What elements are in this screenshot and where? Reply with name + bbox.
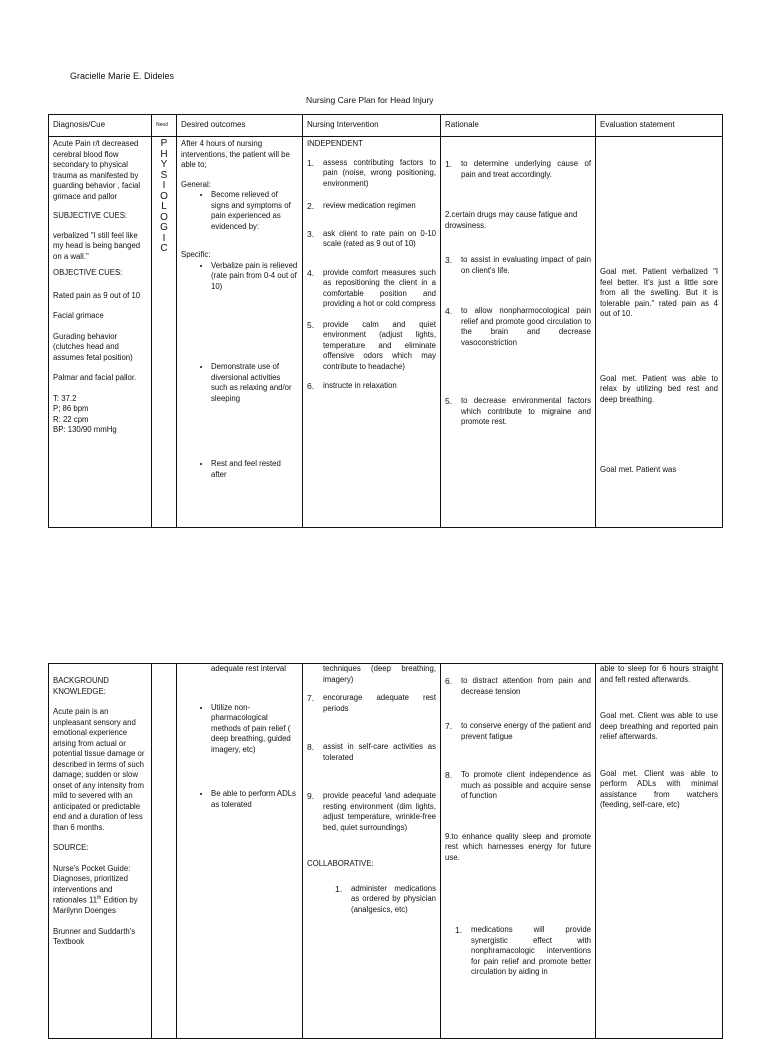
subjective-heading: SUBJECTIVE CUES: bbox=[53, 211, 128, 221]
document-title: Nursing Care Plan for Head Injury bbox=[306, 95, 434, 105]
source-text bbox=[53, 864, 147, 917]
diagnosis-cell bbox=[49, 664, 152, 1039]
intervention-item bbox=[307, 229, 436, 250]
intervention-text: provide comfort measures such as repositioning the client in a comfortable position and providing a hot or cold compress bbox=[323, 267, 436, 309]
rationale-text: to assist in evaluating impact of pain on client's life. bbox=[461, 255, 591, 275]
rationale-cell bbox=[441, 137, 596, 528]
intervention-item bbox=[307, 201, 436, 212]
evaluation-statement: Goal met. Patient was bbox=[600, 465, 677, 475]
intervention-text: provide peaceful \and adequate resting environment (dim lights, adjust temperature, wrinkle-free bed, quiet surroundings) bbox=[323, 791, 436, 832]
evaluation-statement: Goal met. Patient was able to relax by utilizing bed rest and deep breathing. bbox=[600, 373, 718, 404]
objective-cue: Facial grimace bbox=[53, 311, 104, 321]
vital-temperature: T: 37.2 bbox=[53, 393, 77, 403]
need-letter: H bbox=[160, 148, 168, 160]
evaluation-statement: Goal met. Patient verbalized "I feel better. It's just a little sore from all the swelling. But it is tolerable pain." rated pain as 4 out of 10. bbox=[600, 267, 718, 319]
specific-list bbox=[181, 261, 298, 481]
rationale-text: to decrease environmental factors which contribute to migraine and promote rest. bbox=[461, 396, 591, 427]
intervention-number: 4. bbox=[307, 267, 315, 278]
need-letter: I bbox=[162, 232, 166, 244]
vital-blood-pressure: BP: 130/90 mmHg bbox=[53, 425, 117, 435]
rationale-text: 9.to enhance quality sleep and promote rest which harnesses energy for future use. bbox=[445, 831, 591, 862]
intervention-text: assist in self-care activities as tolerated bbox=[323, 742, 436, 762]
rationale-text: to conserve energy of the patient and prevent fatigue bbox=[461, 721, 591, 741]
vital-respiration: R: 22 cpm bbox=[53, 414, 89, 424]
need-letter: C bbox=[160, 243, 168, 254]
header-diagnosis: Diagnosis/Cue bbox=[49, 115, 152, 137]
rationale-item bbox=[445, 396, 591, 428]
intervention-item bbox=[307, 158, 436, 190]
rationale-number: 4. bbox=[445, 306, 453, 317]
need-letter: Y bbox=[160, 159, 168, 170]
rationale-item bbox=[445, 721, 591, 742]
rationale-text: To promote client independence as much as possible and acquire sense of function bbox=[461, 770, 591, 801]
need-cell bbox=[152, 137, 177, 528]
need-letter: O bbox=[160, 211, 168, 223]
rationale-number: 1. bbox=[455, 925, 463, 936]
rationale-number: 1. bbox=[445, 159, 453, 169]
intervention-item bbox=[307, 791, 436, 833]
objective-cue: Gurading behavior (clutches head and assumes fetal position) bbox=[53, 331, 133, 362]
evaluation-cell bbox=[596, 137, 723, 528]
outcome-item: • Become relieved of signs and symptoms of pain experienced as evidenced by: bbox=[211, 190, 298, 232]
rationale-number: 3. bbox=[445, 255, 453, 266]
objective-heading: OBJECTIVE CUES: bbox=[53, 268, 123, 278]
intervention-number: 2. bbox=[307, 201, 315, 212]
rationale-item bbox=[445, 159, 591, 180]
outcome-intro: After 4 hours of nursing interventions, the patient will be able to; bbox=[181, 139, 290, 170]
intervention-number: 6. bbox=[307, 381, 315, 392]
evaluation-statement: able to sleep for 6 hours straight and felt rested afterwards. bbox=[600, 664, 718, 684]
rationale-text: to distract attention from pain and decrease tension bbox=[461, 676, 591, 696]
background-text: Acute pain is an unpleasant sensory and emotional experience arising from actual or potential tissue damage or described in terms of such damage; sudden or slow onset of any intensity from mild to severed with an anticipated or predictable end and a duration of less than 6 months. bbox=[53, 707, 145, 832]
rationale-number: 7. bbox=[445, 721, 453, 732]
vital-pulse: P; 86 bpm bbox=[53, 404, 89, 414]
intervention-text: ask client to rate pain on 0-10 scale (rated as 9 out of 10) bbox=[323, 228, 436, 249]
intervention-text: encorurage adequate rest periods bbox=[323, 693, 436, 713]
diagnosis-statement: Acute Pain r/t decreased cerebral blood flow secondary to physical trauma as manifested by guarding behavior , facial grimace and pallor bbox=[53, 139, 141, 201]
collaborative-heading: COLLABORATIVE: bbox=[307, 859, 374, 869]
rationale-item bbox=[445, 306, 591, 348]
outcomes-cell bbox=[177, 664, 303, 1039]
source-heading: SOURCE: bbox=[53, 843, 89, 853]
outcome-list bbox=[181, 703, 298, 811]
rationale-item bbox=[445, 255, 591, 276]
objective-cue: Palmar and facial pallor. bbox=[53, 373, 137, 383]
source-text: Brunner and Suddarth's Textbook bbox=[53, 926, 136, 947]
intervention-number: 1. bbox=[307, 157, 315, 168]
intervention-text: provide calm and quiet environment (adjust lights, temperature and eliminate offensive odors which may contribute to headache) bbox=[323, 319, 436, 371]
need-letter: G bbox=[160, 222, 168, 233]
need-letter: S bbox=[160, 169, 168, 181]
outcome-item: adequate rest interval bbox=[211, 664, 286, 673]
rationale-number: 5. bbox=[445, 396, 453, 407]
rationale-text: to allow nonpharmocological pain relief and promote good circulation to the brain and decrease vasoconstriction bbox=[461, 306, 591, 347]
rationale-cell bbox=[441, 664, 596, 1039]
evaluation-cell bbox=[596, 664, 723, 1039]
intervention-item bbox=[307, 381, 436, 392]
need-letter: L bbox=[161, 201, 167, 212]
outcome-item: • Rest and feel rested after bbox=[211, 459, 298, 480]
intervention-text: administer medications as ordered by physician (analgesics, etc) bbox=[351, 883, 436, 914]
header-outcomes: Desired outcomes bbox=[177, 115, 303, 137]
specific-heading: Specific: bbox=[181, 250, 211, 260]
care-plan-table-page1 bbox=[48, 114, 723, 528]
intervention-text: instructe in relaxation bbox=[323, 381, 397, 391]
intervention-cell bbox=[303, 664, 441, 1039]
intervention-text: assess contributing factors to pain (noise, wrong positioning, environment) bbox=[323, 157, 436, 188]
intervention-item bbox=[307, 320, 436, 373]
rationale-text: to determine underlying cause of pain and treat accordingly. bbox=[461, 159, 591, 179]
independent-heading: INDEPENDENT bbox=[307, 139, 363, 148]
objective-cue: Rated pain as 9 out of 10 bbox=[53, 290, 141, 300]
general-heading: General: bbox=[181, 179, 211, 189]
table-row bbox=[49, 664, 723, 1039]
outcome-item: • Verbalize pain is relieved (rate pain from 0-4 out of 10) bbox=[211, 261, 298, 293]
intervention-item bbox=[307, 693, 436, 714]
diagnosis-cell bbox=[49, 137, 152, 528]
need-letter: O bbox=[160, 190, 168, 202]
header-intervention: Nursing Intervention bbox=[303, 115, 441, 137]
outcome-item: • Utilize non-pharmacological methods of pain relief ( deep breathing, guided imagery, etc) bbox=[211, 703, 298, 756]
rationale-item bbox=[445, 676, 591, 697]
table-row bbox=[49, 137, 723, 528]
header-evaluation: Evaluation statement bbox=[596, 115, 723, 137]
outcome-list bbox=[181, 664, 298, 675]
background-heading: BACKGROUND KNOWLEDGE: bbox=[53, 676, 109, 696]
need-letter: I bbox=[162, 180, 166, 191]
rationale-item bbox=[445, 925, 591, 978]
outcome-item: • Be able to perform ADLs as tolerated bbox=[211, 789, 298, 810]
intervention-number: 3. bbox=[307, 228, 315, 239]
intervention-item bbox=[307, 884, 436, 916]
general-list bbox=[181, 190, 298, 232]
intervention-item bbox=[307, 268, 436, 310]
subjective-cue: verbalized "I still feel like my head is being banged on a wall." bbox=[53, 230, 141, 261]
intervention-number: 9. bbox=[307, 791, 315, 802]
table-header-row bbox=[49, 115, 723, 137]
intervention-number: 8. bbox=[307, 742, 315, 753]
outcome-item: • Demonstrate use of diversional activities such as relaxing and/or sleeping bbox=[211, 362, 298, 404]
intervention-item bbox=[307, 664, 436, 685]
need-letter: P bbox=[160, 138, 168, 149]
intervention-number: 5. bbox=[307, 319, 315, 330]
rationale-text: medications will provide synergistic effect with nonphramacologic interventions for pain relief and promote better circulation by aiding in bbox=[471, 925, 591, 977]
intervention-cell bbox=[303, 137, 441, 528]
intervention-number: 7. bbox=[307, 693, 315, 704]
rationale-text: 2.certain drugs may cause fatigue and drowsiness. bbox=[445, 210, 578, 230]
care-plan-table-page2 bbox=[48, 663, 723, 1039]
header-need: Need bbox=[152, 115, 177, 137]
author-name: Gracielle Marie E. Dideles bbox=[70, 71, 175, 81]
intervention-item bbox=[307, 742, 436, 763]
superscript: th bbox=[97, 895, 102, 902]
evaluation-statement: Goal met. Client was able to perform ADLs with minimal assistance from watchers (feeding, self-care, etc) bbox=[600, 768, 718, 810]
need-cell bbox=[152, 664, 177, 1039]
rationale-number: 8. bbox=[445, 770, 453, 781]
intervention-text: review medication regimen bbox=[323, 201, 416, 211]
header-rationale: Rationale bbox=[441, 115, 596, 137]
evaluation-statement: Goal met. Client was able to use deep breathing and reported pain relief afterwards. bbox=[600, 711, 718, 742]
intervention-number: 1. bbox=[335, 883, 343, 894]
rationale-number: 6. bbox=[445, 676, 453, 686]
intervention-text: techniques (deep breathing, imagery) bbox=[323, 664, 436, 684]
source-text-a: Nurse's Pocket Guide: Diagnoses, prioritized interventions and rationales 11 bbox=[53, 863, 131, 905]
rationale-item bbox=[445, 770, 591, 802]
outcomes-cell bbox=[177, 137, 303, 528]
source-text-b: Edition by Marilynn Doenges bbox=[53, 895, 138, 916]
